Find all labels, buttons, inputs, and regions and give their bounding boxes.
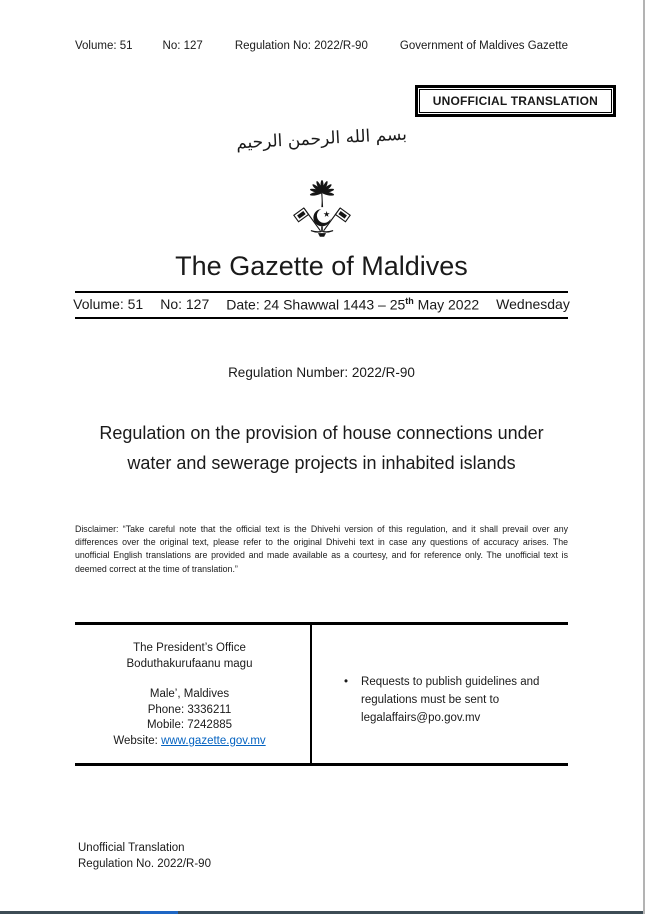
bullet-icon: • bbox=[344, 676, 349, 689]
publish-request-note: Requests to publish guidelines and regulations must be sent to legalaffairs@po.gov.mv bbox=[361, 676, 540, 725]
date-bar-weekday: Wednesday bbox=[496, 296, 570, 312]
unofficial-translation-label: UNOFFICIAL TRANSLATION bbox=[419, 89, 612, 113]
header-number: No: 127 bbox=[162, 40, 203, 52]
publisher-street: Boduthakurufaanu magu bbox=[126, 657, 253, 670]
page-title: The Gazette of Maldives bbox=[175, 251, 468, 281]
regulation-title-line2: water and sewerage projects in inhabited islands bbox=[127, 452, 516, 473]
gazette-website-link[interactable]: www.gazette.gov.mv bbox=[161, 734, 266, 747]
date-bar-volume: Volume: 51 bbox=[73, 296, 144, 312]
publishing-requests-cell bbox=[312, 625, 568, 763]
publisher-phone: Phone: 3336211 bbox=[147, 703, 232, 716]
maldives-emblem-icon bbox=[291, 180, 353, 238]
regulation-number-line: Regulation Number: 2022/R-90 bbox=[228, 364, 415, 380]
unofficial-translation-badge bbox=[415, 85, 616, 117]
publisher-mobile: Mobile: 7242885 bbox=[146, 719, 233, 732]
date-ordinal: th bbox=[405, 296, 414, 306]
emblem-container bbox=[75, 180, 568, 238]
bismillah-calligraphy: بسم الله الرحمن الرحيم bbox=[235, 124, 408, 154]
header-gazette-name: Government of Maldives Gazette bbox=[399, 40, 568, 52]
regulation-title-line1: Regulation on the provision of house connections under bbox=[99, 422, 544, 443]
regulation-title bbox=[75, 418, 568, 478]
publisher-office: The President’s Office bbox=[133, 642, 246, 655]
page-footer bbox=[75, 840, 568, 872]
header-volume: Volume: 51 bbox=[75, 40, 133, 52]
issue-date-bar bbox=[75, 291, 568, 319]
publisher-city: Male’, Maldives bbox=[149, 688, 230, 701]
spacer bbox=[75, 672, 304, 687]
publisher-website-row bbox=[75, 734, 304, 750]
disclaimer-text: Disclaimer: “Take careful note that the official text is the Dhivehi version of this regulation, and it shall prevail over any differences over the original text, please refer to the original Dhivehi text in case any questions of accuracy arises. The unofficial English translations are provided and made available as a courtesy, and for reference only. The unofficial text is deemed correct at the time of translation.” bbox=[75, 523, 568, 574]
footer-line2: Regulation No. 2022/R-90 bbox=[78, 858, 211, 871]
date-bar-number: No: 127 bbox=[160, 296, 210, 312]
header-regulation-no: Regulation No: 2022/R-90 bbox=[234, 40, 368, 52]
footer-line1: Unofficial Translation bbox=[78, 842, 185, 855]
page-header-row bbox=[75, 0, 568, 52]
website-label: Website: bbox=[113, 734, 162, 747]
list-item bbox=[344, 673, 568, 727]
contact-info-table bbox=[75, 622, 568, 766]
publisher-contact-cell bbox=[75, 625, 312, 763]
header-left-group bbox=[75, 40, 203, 52]
date-bar-date: Date: 24 Shawwal 1443 – 25th May 2022 bbox=[226, 296, 480, 313]
